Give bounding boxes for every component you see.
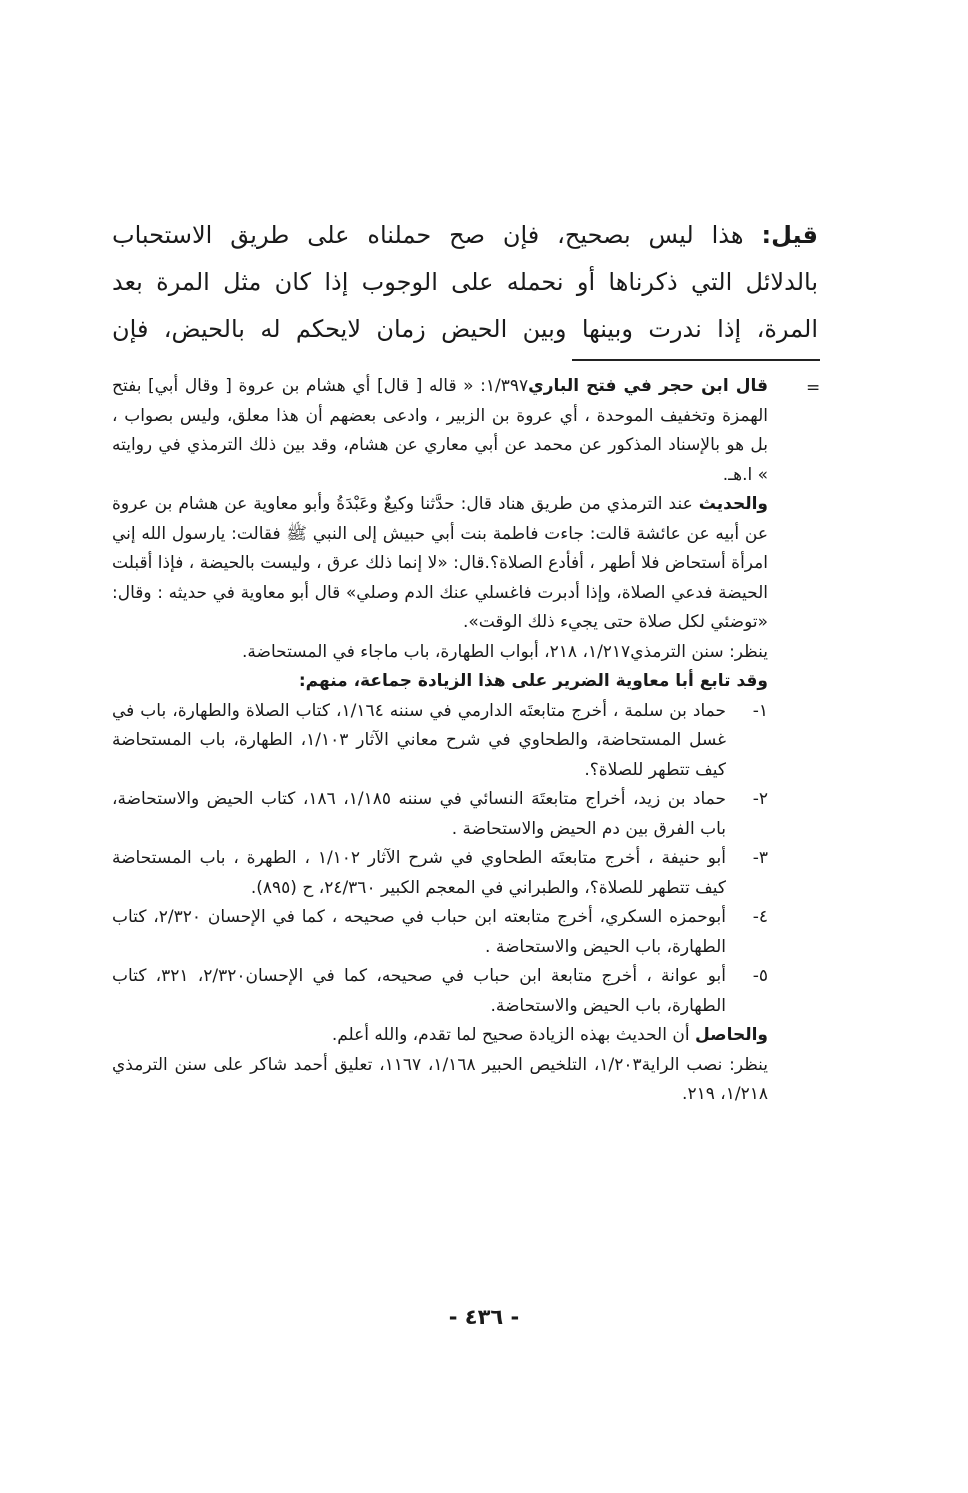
list-item-text: حماد بن سلمة ، أخرج متابعتَه الدارمي في سننه ١/١٦٤، كتاب الصلاة والطهارة، باب في غسل المستحاضة، والطحاوي في شرح معاني الآثار ١/١٠٣، الطهارة، باب المستحاضة كيف تتطهر للصلاة؟. xyxy=(112,700,726,780)
list-item xyxy=(112,844,768,903)
list-item xyxy=(112,962,768,1021)
list-item-number: ١- xyxy=(752,700,768,721)
list-item-text: حماد بن زيد، أخراج متابعتَهَ النسائي في سننه ١/١٨٥، ١٨٦، كتاب الحيض والاستحاضة، باب الفرق بين دم الحيض والاستحاضة . xyxy=(112,789,727,839)
footnote-separator xyxy=(572,359,820,361)
main-paragraph xyxy=(112,212,818,353)
footnote-hadith-body: عند الترمذي من طريق هناد قال: حدَّثنا وكيعٌ وعَبْدَةُ وأبو معاوية عن هشام بن عروة عن أبيه عن عائشة قالت: جاءت فاطمة بنت أبي حبيش إلى النبي ﷺ فقالت: يارسول الله إني امرأة أستحاض فلا أطهر ، أفأدع الصلاة؟.قال: «لا إنما ذلك عرق ، وليست بالحيضة ، فإذا أقبلت الحيضة فدعي الصلاة، وإذا أدبرت فاغسلي عنك الدم وصلي» قال أبو معاوية في حديثه : وقال: «توضئي لكل صلاة حتى يجيء ذلك الوقت». xyxy=(112,494,768,632)
list-item-text: أبوحمزه السكري، أخرج متابعته ابن حباب في صحيحه ، كما في الإحسان ٢/٣٢٠، كتاب الطهارة، باب الحيض والاستحاضة . xyxy=(112,907,726,957)
continuation-mark: = xyxy=(806,378,821,398)
footnote-hadith xyxy=(112,490,768,638)
list-item-number: ٢- xyxy=(752,789,768,809)
list-item-text: أبو حنيفة ، أخرج متابعتَه الطحاوي في شرح الآثار ١/١٠٢ ، الطهرة ، باب المستحاضة كيف تتطهر للصلاة؟، والطبراني في المعجم الكبير ٢٤/٣٦٠، ح (٨٩٥). xyxy=(112,848,727,898)
footnote-conclusion xyxy=(112,1021,768,1051)
footnotes-block xyxy=(112,372,768,1110)
footnote-reference: ينظر: سنن الترمذي١/٢١٧، ٢١٨، أبواب الطهارة، باب ماجاء في المستحاضة. xyxy=(241,641,768,662)
main-line-1 xyxy=(112,212,818,259)
footnote-ibn-hajar-lead: قال ابن حجر في فتح الباري xyxy=(528,376,768,396)
list-item-text: أبو عوانة ، أخرج متابعة ابن حباب في صحيحه، كما في الإحسان٢/٣٢٠، ٣٢١، كتاب الطهارة، باب الحيض والاستحاضة. xyxy=(112,966,726,1016)
list-item xyxy=(112,697,768,786)
footnote-ibn-hajar-body: ١/٣٩٧: « قاله [ قال] أي هشام بن عروة [ وقال أبي] بفتح الهمزة وتخفيف الموحدة ، أي عروة بن الزبير ، وادعى بعضهم أن هذا معلق، وليس بصواب ، بل هو بالإسناد المذكور عن محمد عن أبي معاري عن هشام، وقد بين ذلك الترمذي في روايته » ا.هـ. xyxy=(112,376,768,485)
list-item-number: ٤- xyxy=(752,907,768,927)
main-text-block xyxy=(112,212,818,353)
page-number: - ٤٣٦ - xyxy=(448,1305,520,1329)
footnote-hadith-lead: والحديث xyxy=(698,494,768,514)
list-item-number: ٥- xyxy=(752,966,768,986)
list-item xyxy=(112,903,768,962)
list-item xyxy=(112,785,768,844)
main-line-1-text: هذا ليس بصحيح، فإن صح حملناه على طريق الاستحباب xyxy=(112,221,744,249)
main-line-2: بالدلائل التي ذكرناها أو نحمله على الوجوب إذا كان مثل المرة بعد xyxy=(112,268,818,296)
main-line-3: المرة، إذا ندرت وبينها وبين الحيض زمان لايحكم له بالحيض، فإن xyxy=(112,315,818,343)
footnote-final-reference: ينظر: نصب الراية١/٢٠٣، التلخيص الحبير ١/١٦٨، ١١٦٧، تعليق أحمد شاكر على سنن الترمذي ١/٢١٨، ٢١٩. xyxy=(112,1054,769,1104)
list-item-number: ٣- xyxy=(752,848,768,868)
footnote-conclusion-body: أن الحديث بهذه الزيادة صحيح لما تقدم، والله أعلم. xyxy=(331,1025,690,1045)
footnote-conclusion-lead: والحاصل xyxy=(694,1025,768,1045)
footnote-ibn-hajar xyxy=(112,372,768,490)
followers-heading: وقد تابع أبا معاوية الضرير على هذا الزيادة جماعة، منهم: xyxy=(298,671,768,691)
main-lead: قيل: xyxy=(761,221,818,249)
